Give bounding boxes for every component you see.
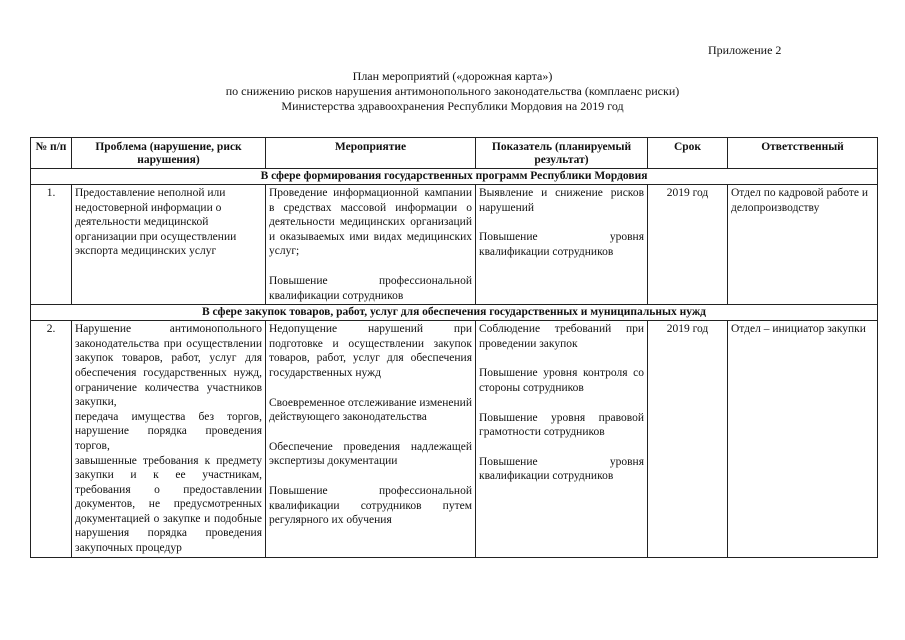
header-indicator: Показатель (планируемый результат)	[476, 138, 648, 169]
row-term: 2019 год	[648, 185, 728, 305]
title-line-2: по снижению рисков нарушения антимонопольного законодательства (комплаенс риски)	[225, 84, 680, 98]
row-num: 2.	[31, 321, 72, 558]
header-row	[31, 138, 878, 169]
title-line-1: План мероприятий («дорожная карта»)	[352, 69, 553, 83]
measure-item: Проведение информационной кампании в средствах массовой информации о деятельности медицинских организаций и оказываемых ими видах медицинских услуг;	[269, 187, 472, 258]
measure-item: Недопущение нарушений при подготовке и осуществлении закупок товаров, работ, услуг для обеспечения государственных нужд	[269, 323, 472, 379]
section-title-procurement: В сфере закупок товаров, работ, услуг для обеспечения государственных и муниципальных нужд	[31, 305, 878, 321]
indicator-item: Выявление и снижение рисков нарушений	[479, 187, 644, 214]
header-num: № п/п	[31, 138, 72, 169]
title-line-3: Министерства здравоохранения Республики Мордовия на 2019 год	[281, 99, 624, 113]
row-measure	[266, 321, 476, 558]
row-responsible: Отдел – инициатор закупки	[728, 321, 878, 558]
section-title-programs: В сфере формирования государственных программ Республики Мордовия	[31, 169, 878, 185]
row-term: 2019 год	[648, 321, 728, 558]
row-problem: Предоставление неполной или недостоверной информации о деятельности медицинской организации при осуществлении экспорта медицинских услуг	[72, 185, 266, 305]
indicator-item: Повышение уровня контроля со стороны сотрудников	[479, 367, 644, 394]
problem-item: завышенные требования к предмету закупки и к ее участникам, требования о предоставлении документов, не предусмотренных документацией о закупке и подобные нарушения порядка проведения закупочных процедур	[75, 454, 262, 555]
indicator-item: Соблюдение требований при проведении закупок	[479, 323, 644, 350]
measure-item: Повышение профессиональной квалификации сотрудников	[269, 274, 472, 302]
header-responsible: Ответственный	[728, 138, 878, 169]
indicator-item: Повышение уровня квалификации сотрудников	[479, 455, 644, 483]
measure-item: Обеспечение проведения надлежащей экспертизы документации	[269, 440, 472, 468]
indicator-item: Повышение уровня правовой грамотности сотрудников	[479, 411, 644, 439]
row-indicator	[476, 321, 648, 558]
row-problem	[72, 321, 266, 558]
row-responsible: Отдел по кадровой работе и делопроизводству	[728, 185, 878, 305]
header-measure: Мероприятие	[266, 138, 476, 169]
row-num: 1.	[31, 185, 72, 305]
header-problem: Проблема (нарушение, риск нарушения)	[72, 138, 266, 169]
problem-item: передача имущества без торгов, нарушение порядка проведения торгов,	[75, 410, 262, 452]
problem-item: Нарушение антимонопольного законодательства при осуществлении закупок товаров, работ, услуг для обеспечения государственных нужд, ограничение количества участников закупки,	[75, 323, 262, 409]
table-row	[31, 185, 878, 305]
document-title	[0, 69, 905, 114]
appendix-label: Приложение 2	[708, 43, 782, 57]
row-indicator	[476, 185, 648, 305]
table-row	[31, 321, 878, 558]
measure-item: Повышение профессиональной квалификации сотрудников путем регулярного их обучения	[269, 484, 472, 527]
measure-item: Своевременное отслеживание изменений действующего законодательства	[269, 396, 472, 424]
row-measure	[266, 185, 476, 305]
header-term: Срок	[648, 138, 728, 169]
section-row	[31, 169, 878, 185]
indicator-item: Повышение уровня квалификации сотрудников	[479, 231, 644, 258]
roadmap-table	[30, 137, 878, 558]
section-row	[31, 305, 878, 321]
